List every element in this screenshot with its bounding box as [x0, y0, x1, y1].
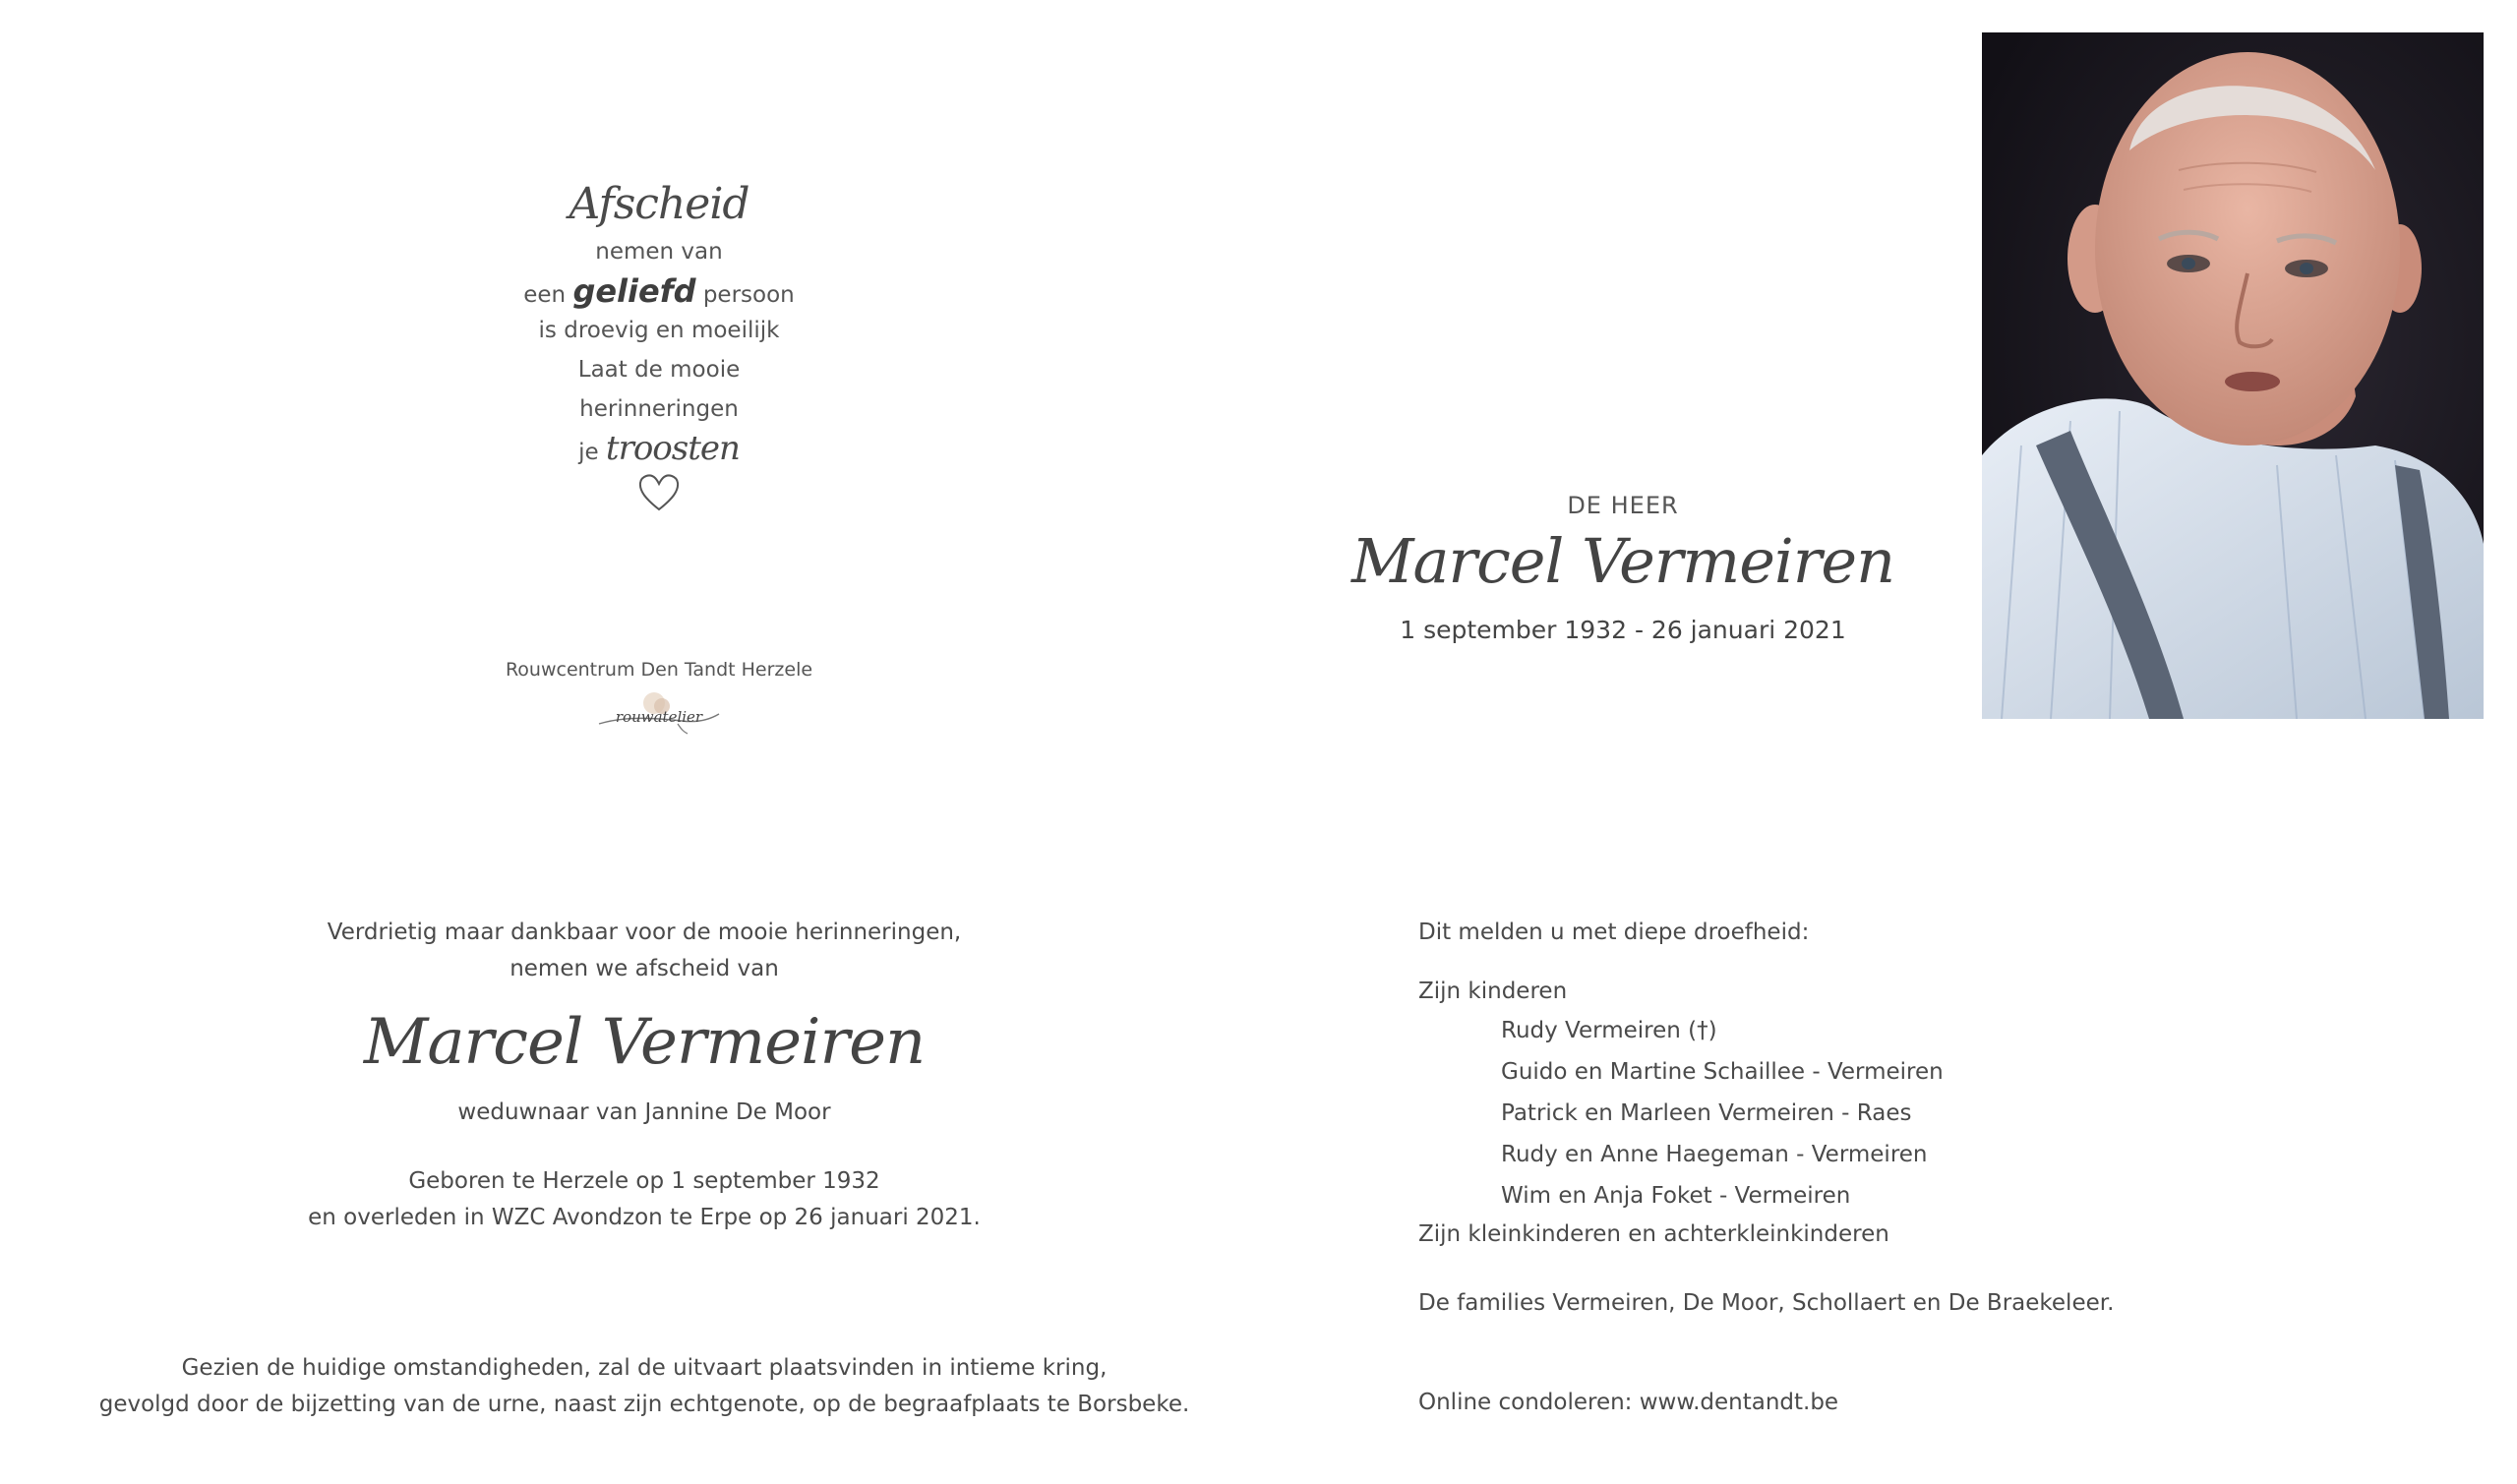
- poem-line-4: Laat de mooie: [577, 357, 741, 383]
- funeral-info: [54, 1350, 1234, 1423]
- child-entry: Rudy en Anne Haegeman - Vermeiren: [1501, 1142, 1928, 1167]
- funeral-line-2: gevolgd door de bijzetting van de urne, naast zijn echtgenote, op de begraafplaats te Borsbeke.: [98, 1392, 1190, 1417]
- poem-line-2: [364, 271, 954, 311]
- announcement-intro: [152, 915, 1136, 987]
- announcement-intro-line-2: nemen we afscheid van: [509, 956, 779, 981]
- salutation: DE HEER: [1567, 492, 1679, 519]
- child-entry: Patrick en Marleen Vermeiren - Raes: [1501, 1100, 1912, 1126]
- child-entry: Wim en Anja Foket - Vermeiren: [1501, 1183, 1851, 1209]
- funeral-home-name: Rouwcentrum Den Tandt Herzele: [505, 659, 813, 681]
- online-condolence: Online condoleren: www.dentandt.be: [1418, 1390, 1839, 1415]
- funeral-home: [364, 659, 954, 742]
- poem-line-6-script: troosten: [605, 429, 740, 468]
- family-intro: Dit melden u met diepe droefheid:: [1418, 920, 1810, 945]
- poem-line-2-post: persoon: [702, 282, 795, 308]
- death-line: en overleden in WZC Avondzon te Erpe op 26 januari 2021.: [308, 1205, 981, 1230]
- children-label: Zijn kinderen: [1418, 979, 1568, 1004]
- announcement-intro-line-1: Verdrietig maar dankbaar voor de mooie herinneringen,: [327, 920, 962, 945]
- poem-line-2-pre: een: [523, 282, 567, 308]
- poem-line-6-pre: je: [578, 440, 599, 465]
- funeral-home-logo: [364, 688, 954, 742]
- poem-line-3: is droevig en moeilijk: [538, 318, 780, 343]
- poem: [364, 177, 954, 519]
- poem-line-5: herinneringen: [579, 396, 739, 422]
- poem-line-2-bold: geliefd: [572, 272, 696, 310]
- poem-line-6: [364, 429, 954, 468]
- poem-title: Afscheid: [569, 179, 749, 229]
- widower-line: weduwnaar van Jannine De Moor: [457, 1099, 831, 1125]
- birth-death-info: [152, 1163, 1136, 1236]
- life-dates: 1 september 1932 - 26 januari 2021: [1400, 616, 1846, 644]
- funeral-line-1: Gezien de huidige omstandigheden, zal de uitvaart plaatsvinden in intieme kring,: [181, 1355, 1108, 1381]
- poem-line-1: nemen van: [595, 239, 723, 265]
- family-list: [1418, 974, 1944, 1253]
- child-entry: Rudy Vermeiren (†): [1501, 1018, 1717, 1043]
- families-line: De families Vermeiren, De Moor, Schollaert en De Braekeleer.: [1418, 1290, 2115, 1316]
- deceased-name-header: Marcel Vermeiren: [1350, 525, 1895, 597]
- birth-line: Geboren te Herzele op 1 september 1932: [408, 1168, 880, 1194]
- child-entry: Guido en Martine Schaillee - Vermeiren: [1501, 1059, 1944, 1085]
- portrait-photo: [1982, 32, 2484, 719]
- funeral-home-logo-text: rouwatelier: [615, 708, 703, 726]
- deceased-name-announcement: Marcel Vermeiren: [363, 1006, 926, 1079]
- heart-icon: [637, 472, 681, 519]
- grandchildren-line: Zijn kleinkinderen en achterkleinkinderen: [1418, 1221, 1889, 1247]
